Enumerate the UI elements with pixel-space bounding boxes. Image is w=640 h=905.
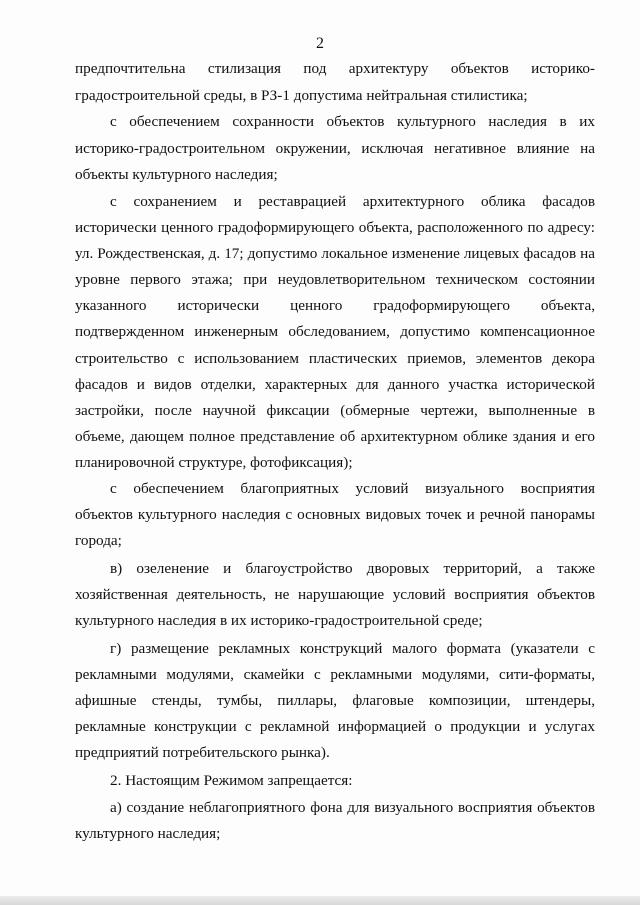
text-line: в) озеленение и благоустройство дворовых территорий, а также (110, 560, 595, 577)
text-line: 2. Настоящим Режимом запрещается: (110, 772, 353, 789)
scan-bottom-edge (0, 896, 640, 905)
text-line: хозяйственная деятельность, не нарушающие условий восприятия объектов (75, 586, 595, 603)
text-line: афишные стенды, тумбы, пиллары, флаговые композиции, штендеры, (75, 692, 595, 709)
text-line: застройки, после научной фиксации (обмерные чертежи, выполненные в (75, 402, 595, 419)
text-line: градостроительной среды, в РЗ-1 допустима нейтральная стилистика; (75, 87, 528, 104)
text-line: строительство с использованием пластических приемов, элементов декора (75, 350, 595, 367)
text-line: историко-градостроительном окружении, исключая негативное влияние на (75, 140, 595, 157)
text-line: фасадов и видов отделки, характерных для данного участка исторической (75, 376, 595, 393)
text-line: рекламные конструкции с рекламной информацией о продукции и услугах (75, 718, 595, 735)
text-line: г) размещение рекламных конструкций малого формата (указатели с (110, 640, 595, 657)
text-line: предприятий потребительского рынка). (75, 744, 330, 761)
text-line: культурного наследия; (75, 825, 221, 842)
text-line: с обеспечением сохранности объектов культурного наследия в их (110, 113, 595, 130)
text-line: предпочтительна стилизация под архитектуру объектов историко- (75, 60, 595, 77)
text-line: культурного наследия в их историко-градостроительной среде; (75, 612, 483, 629)
text-line: рекламными модулями, скамейки с рекламными модулями, сити-форматы, (75, 666, 595, 683)
text-line: объектов культурного наследия с основных видовых точек и речной панорамы (75, 506, 595, 523)
text-line: с обеспечением благоприятных условий визуального восприятия (110, 480, 595, 497)
text-line: указанного исторически ценного градоформирующего объекта, (75, 297, 595, 314)
text-line: исторически ценного градоформирующего объекта, расположенного по адресу: (75, 219, 595, 236)
text-line: уровне первого этажа; при неудовлетворительном техническом состоянии (75, 271, 595, 288)
text-line: а) создание неблагоприятного фона для визуального восприятия объектов (110, 799, 595, 816)
text-line: подтвержденном инженерным обследованием, допустимо компенсационное (75, 323, 595, 340)
text-line: объеме, дающем полное представление об архитектурном облике здания и его (75, 428, 595, 445)
text-line: города; (75, 532, 122, 549)
text-line: ул. Рождественская, д. 17; допустимо локальное изменение лицевых фасадов на (75, 245, 595, 262)
text-line: планировочной структуре, фотофиксация); (75, 454, 353, 471)
text-line: с сохранением и реставрацией архитектурного облика фасадов (110, 193, 595, 210)
page-number: 2 (316, 35, 324, 52)
text-line: объекты культурного наследия; (75, 166, 278, 183)
